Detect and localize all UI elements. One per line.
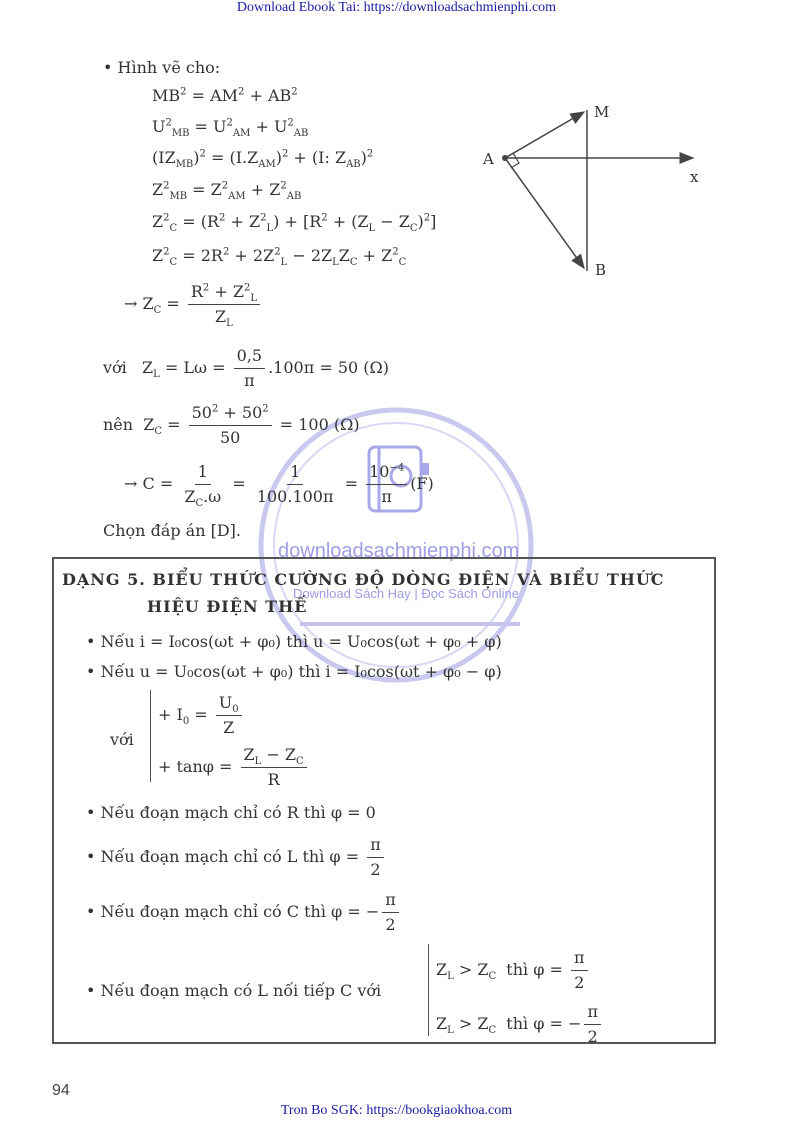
formula-i0: + $I_0$ = $\frac{U_0}{Z}$	[158, 693, 245, 738]
formula-tan: + tanφ = $\frac{Z_L - Z_C}{R}$	[158, 745, 310, 790]
left-brace	[150, 690, 151, 782]
page-number: 94	[52, 1082, 70, 1099]
voi-label: với	[110, 730, 134, 749]
label-m: M	[594, 103, 610, 121]
label-a: A	[483, 150, 494, 168]
vector-diagram	[475, 95, 715, 285]
equation-2: $U^2_{MB} = U^2_{AM} + U^2_{AB}$	[152, 117, 309, 140]
bullet-6: • Nếu đoạn mạch có L nối tiếp C với	[86, 981, 382, 1000]
equation-zc: → $Z_C$ = $\frac{R^2 + Z^2_L}{Z_L}$	[124, 282, 263, 327]
equation-3: $(IZ_{MB})^2 = (I.Z_{AM})^2 + (I$: $Z_{AB})^2$	[152, 148, 374, 171]
bullet-2: • Nếu u = U₀cos(ωt + φ₀) thì i = I₀cos(ωt + φ₀ − φ)	[86, 662, 502, 681]
label-b: B	[595, 261, 607, 279]
answer-choice: Chọn đáp án [D].	[103, 521, 242, 540]
equation-6: $Z^2_C = 2R^2 + 2Z^2_L - 2Z_LZ_C + Z^2_C$	[152, 246, 407, 269]
intro-text: • Hình vẽ cho:	[103, 58, 221, 77]
box-title-line-2: HIỆU ĐIỆN THẾ	[147, 597, 308, 616]
equation-4: $Z^2_{MB} = Z^2_{AM} + Z^2_{AB}$	[152, 180, 302, 203]
footer-link[interactable]: Tron Bo SGK: https://bookgiaokhoa.com	[280, 1103, 513, 1118]
section-box	[52, 557, 716, 1044]
box-title-line-1: DẠNG 5. BIỂU THỨC CƯỜNG ĐỘ DÒNG ĐIỆN VÀ BIỂU THỨC	[62, 570, 665, 589]
bullet-4: • Nếu đoạn mạch chỉ có L thì φ = $\frac{\pi}{2}$	[86, 835, 387, 880]
watermark-tagline: Download Sách Hay | Đọc Sách Online	[293, 586, 519, 601]
equation-zc-value: nên $Z_C$ = $\frac{50^2 + 50^2}{50}$ = 100 (Ω)	[103, 403, 360, 447]
bullet-5: • Nếu đoạn mạch chỉ có C thì φ = − $\frac{\pi}{2}$	[86, 890, 402, 935]
label-x: x	[690, 168, 699, 186]
equation-c: → C = $\frac{1}{Z_C.\omega}$ = $\frac{1}{100.100\pi}$ = $\frac{10^{-4}}{\pi}$ (F)	[124, 462, 434, 510]
bullet-1: • Nếu i = I₀cos(ωt + φ₀) thì u = U₀cos(ωt + φ₀ + φ)	[86, 632, 502, 651]
equation-zl: với $Z_L = L\omega$ = $\frac{0,5}{\pi}$ .100π = 50 (Ω)	[103, 346, 390, 390]
right-brace	[428, 944, 429, 1036]
case-2: $Z_L > Z_C$ thì φ = − $\frac{\pi}{2}$	[436, 1002, 604, 1047]
case-1: $Z_L > Z_C$ thì φ = $\frac{\pi}{2}$	[436, 948, 591, 993]
equation-5: $Z^2_C = (R^2 + Z^2_L) + [R^2 + (Z_L - Z_C)^2]$	[152, 212, 437, 235]
header-download-link[interactable]: Download Ebook Tai: https://downloadsachmienphi.com	[236, 0, 557, 15]
watermark-site: downloadsachmienphi.com	[278, 540, 520, 562]
equation-1: $MB^2 = AM^2 + AB^2$	[152, 86, 298, 105]
bullet-3: • Nếu đoạn mạch chỉ có R thì φ = 0	[86, 803, 376, 822]
